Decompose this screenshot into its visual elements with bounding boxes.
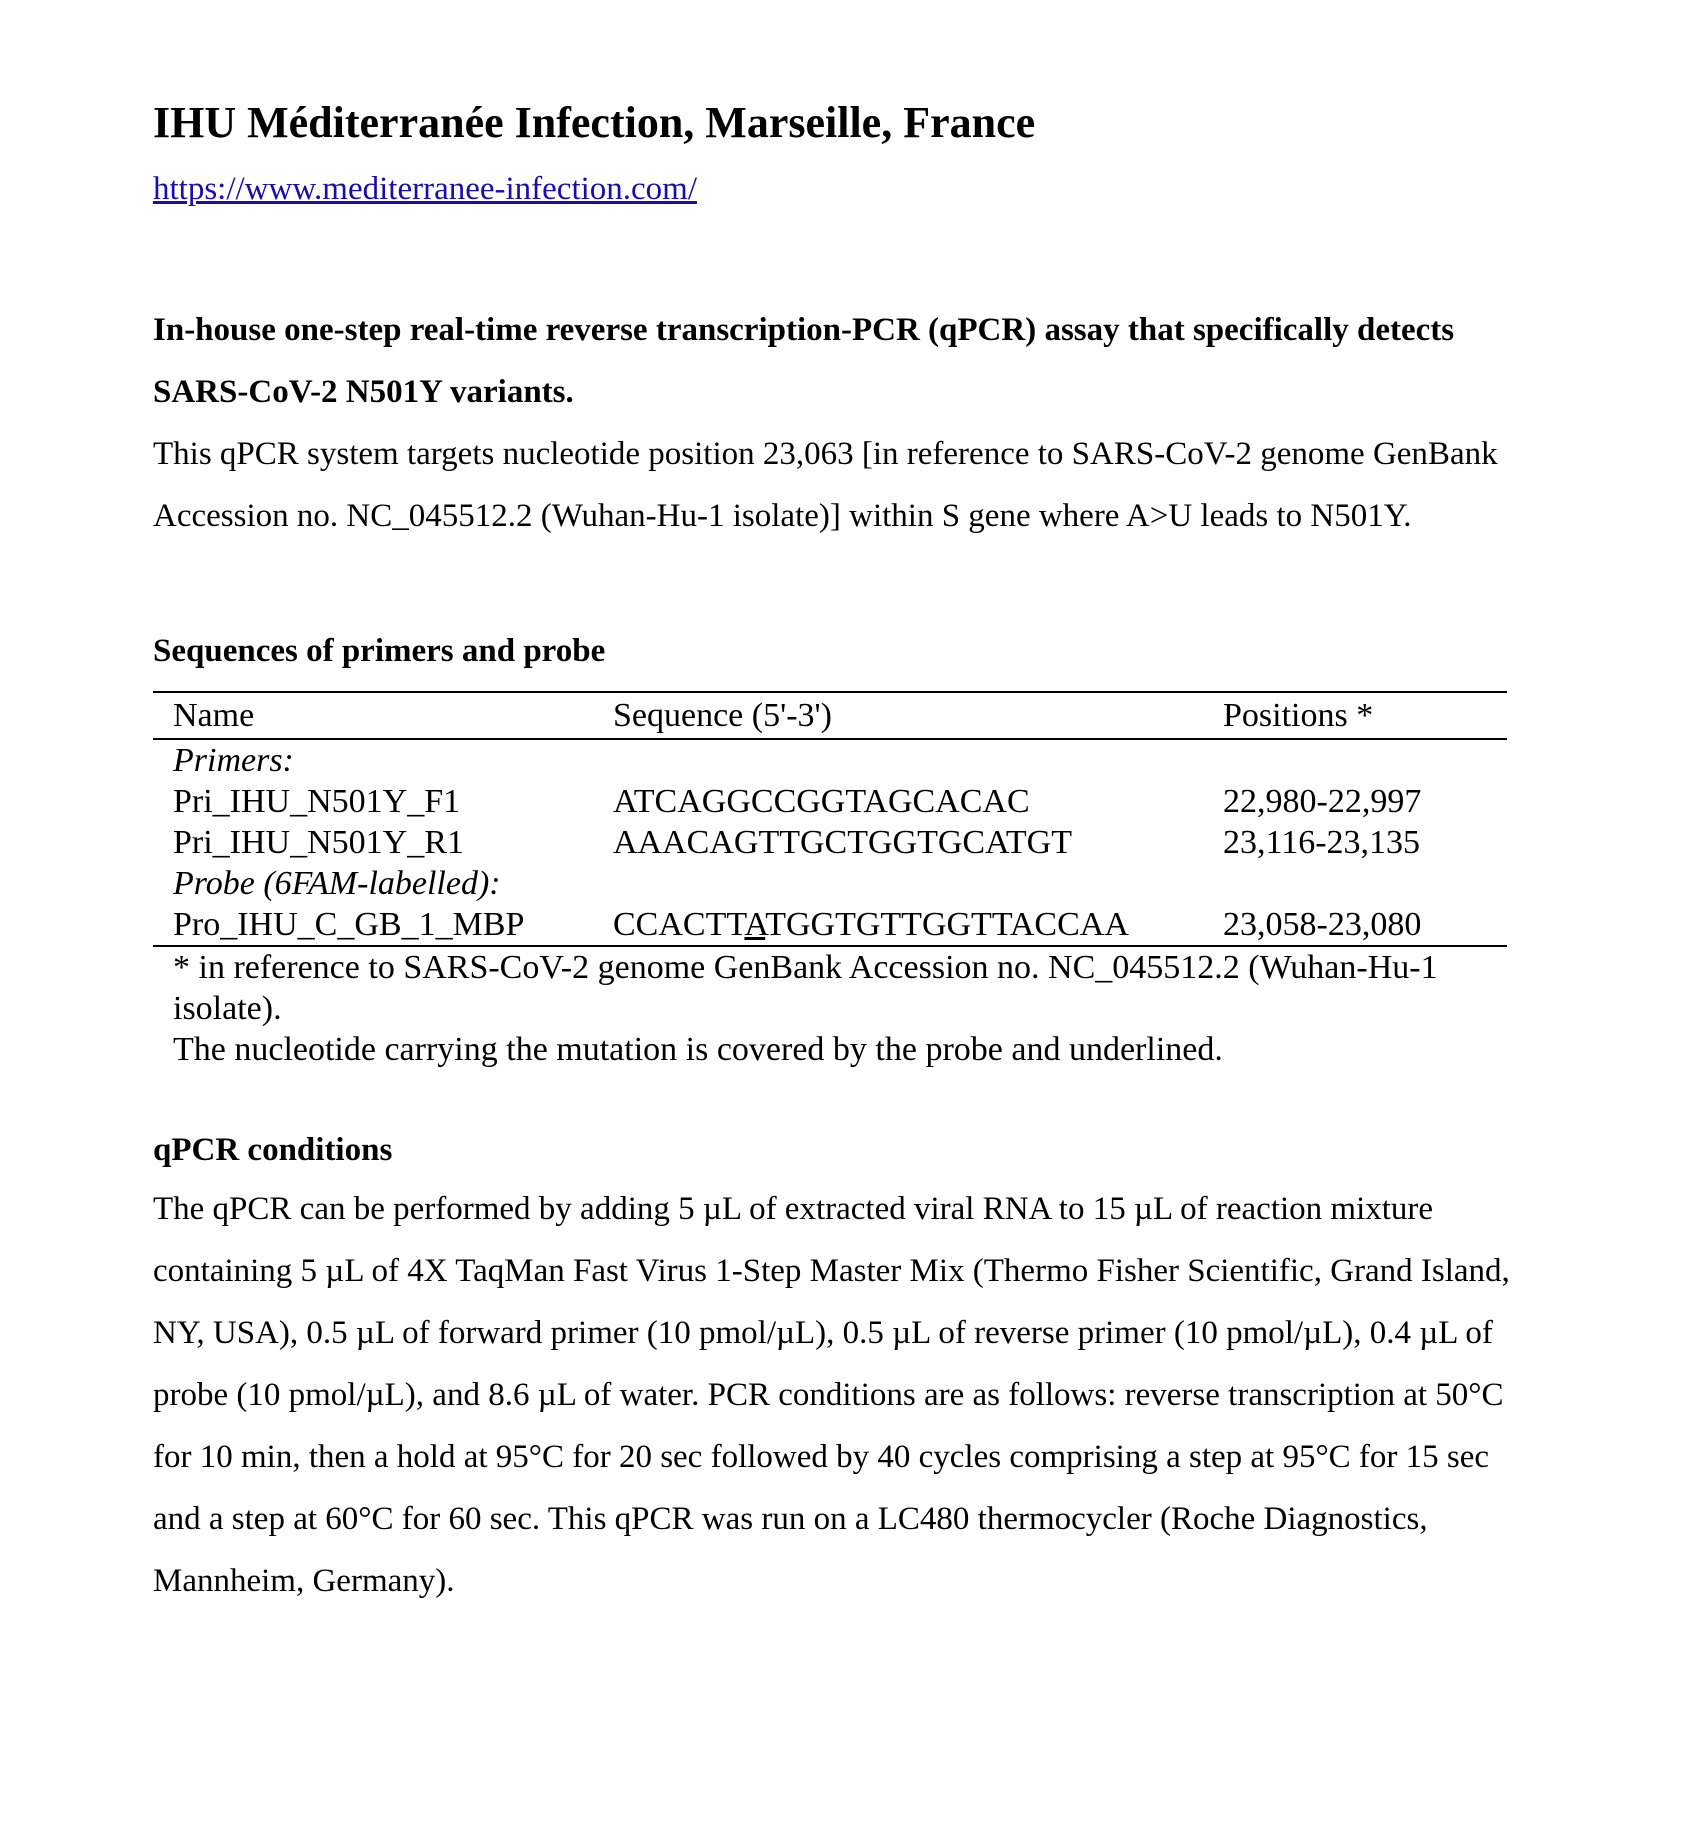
column-header-name: Name: [153, 692, 593, 739]
primer-name: Pri_IHU_N501Y_F1: [173, 783, 461, 820]
table-row: [153, 781, 1507, 822]
document-page: [153, 95, 1513, 1612]
probe-sequence-after: TGGTGTTGGTTACCAA: [765, 906, 1129, 943]
mutation-note: The nucleotide carrying the mutation is covered by the probe and underlined.: [173, 1031, 1223, 1068]
institute-link[interactable]: https://www.mediterranee-infection.com/: [153, 171, 698, 207]
primers-group-label: Primers:: [173, 742, 294, 779]
table-row: [153, 822, 1507, 863]
assay-section: [153, 299, 1513, 547]
probe-sequence-before: CCACTT: [613, 906, 745, 943]
column-header-positions: Positions *: [1203, 692, 1507, 739]
table-group-row: [153, 863, 1507, 904]
assay-heading: In-house one-step real-time reverse transcription-PCR (qPCR) assay that specifically detects SARS-CoV-2 N501Y variants.: [153, 312, 1455, 410]
primer-name: Pri_IHU_N501Y_R1: [173, 824, 464, 861]
table-footnote: * in reference to SARS-CoV-2 genome GenBank Accession no. NC_045512.2 (Wuhan-Hu-1 isolate).: [173, 949, 1438, 1027]
primer-sequence: AAACAGTTGCTGGTGCATGT: [613, 824, 1072, 861]
column-header-sequence: Sequence (5'-3'): [593, 692, 1203, 739]
probe-sequence: [593, 904, 1203, 946]
sequences-table: [153, 691, 1507, 947]
table-group-row: [153, 739, 1507, 781]
qpcr-description: The qPCR can be performed by adding 5 µL of extracted viral RNA to 15 µL of reaction mixture containing 5 µL of 4X TaqMan Fast Virus 1-Step Master Mix (Thermo Fisher Scientific, Grand Island, NY, USA), 0.5 µL of forward primer (10 pmol/µL), 0.5 µL of reverse primer (10 pmol/µL), 0.4 µL of probe (10 pmol/µL), and 8.6 µL of water. PCR conditions are as follows: reverse transcription at 50°C for 10 min, then a hold at 95°C for 20 sec followed by 40 cycles comprising a step at 95°C for 15 sec and a step at 60°C for 60 sec. This qPCR was run on a LC480 thermocycler (Roche Diagnostics, Mannheim, Germany).: [153, 1191, 1510, 1599]
table-notes: [153, 947, 1513, 1070]
assay-description: This qPCR system targets nucleotide position 23,063 [in reference to SARS-CoV-2 genome GenBank Accession no. NC_045512.2 (Wuhan-Hu-1 isolate)] within S gene where A>U leads to N501Y.: [153, 436, 1498, 534]
probe-mutation-nucleotide: A: [744, 906, 766, 943]
primer-positions: 23,116-23,135: [1223, 824, 1421, 861]
primer-sequence: ATCAGGCCGGTAGCACAC: [613, 783, 1030, 820]
table-row: [153, 904, 1507, 946]
sequences-heading: Sequences of primers and probe: [153, 633, 606, 669]
table-header-row: [153, 692, 1507, 739]
probe-positions: 23,058-23,080: [1203, 904, 1507, 946]
primer-positions: 22,980-22,997: [1223, 783, 1422, 820]
page-title: IHU Méditerranée Infection, Marseille, France: [153, 98, 1036, 147]
probe-name: Pro_IHU_C_GB_1_MBP: [153, 904, 593, 946]
qpcr-heading: qPCR conditions: [153, 1132, 393, 1168]
probe-group-label: Probe (6FAM-labelled):: [173, 865, 501, 902]
